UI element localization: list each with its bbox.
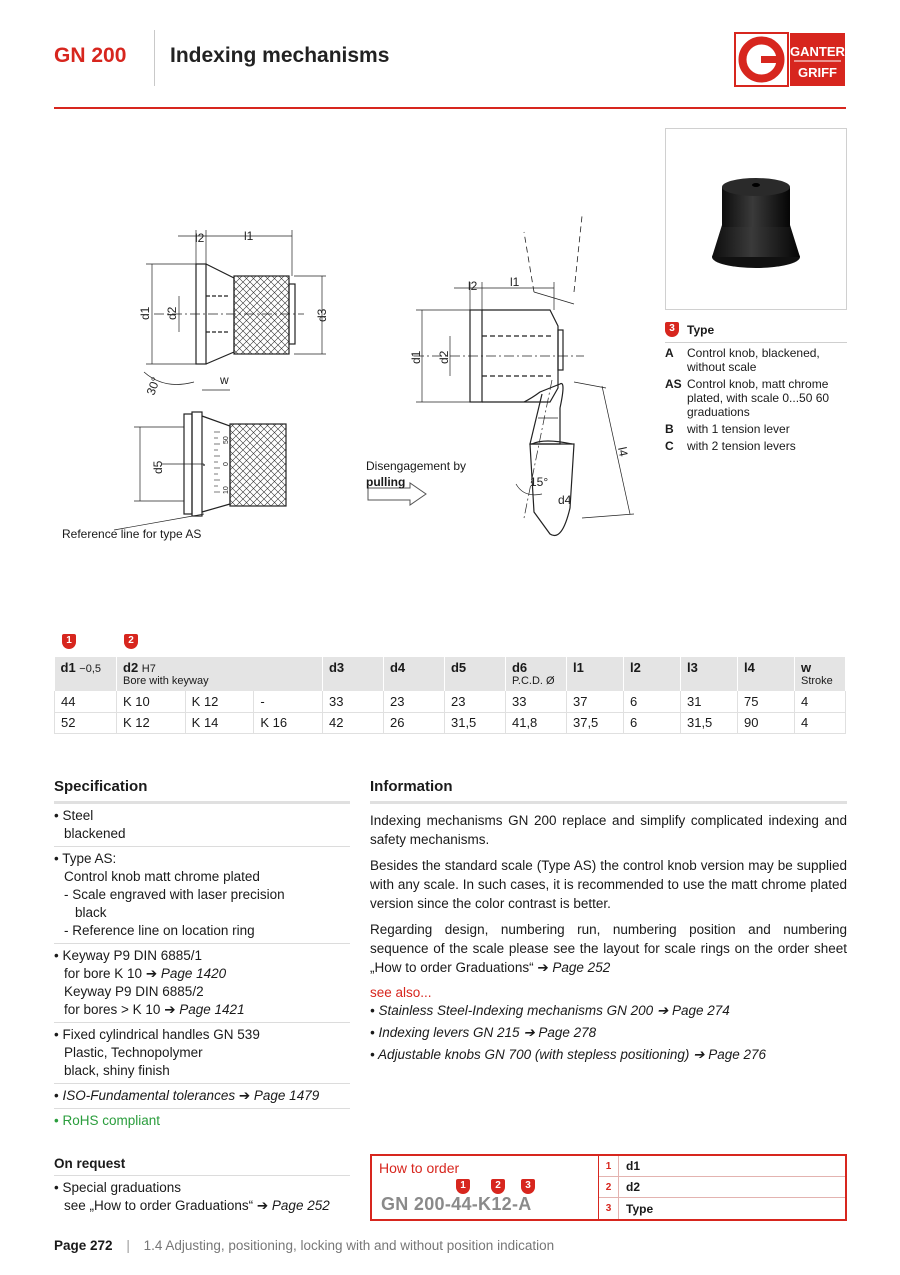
logo-text-griff: GRIFF xyxy=(798,65,837,80)
see-also-link-1[interactable] xyxy=(370,1000,847,1022)
spec-type-as-sub: Control knob matt chrome plated xyxy=(64,869,260,884)
technical-drawing xyxy=(54,212,654,552)
spec-handles-2: Plastic, Technopolymer xyxy=(64,1045,203,1060)
type-item-a xyxy=(665,346,847,374)
dim-label-d4: d4 xyxy=(558,493,572,507)
scale-label-0: 0 xyxy=(223,462,230,466)
table-cell: 37,5 xyxy=(566,712,623,733)
info-paragraph-3-page[interactable]: Page 252 xyxy=(552,960,611,975)
bullet: • xyxy=(370,1003,379,1018)
table-cell: K 12 xyxy=(117,712,186,733)
type-item-c xyxy=(665,439,847,453)
arrow-icon: ➔ xyxy=(523,1025,539,1040)
table-cell: 31,5 xyxy=(444,712,505,733)
reference-line-caption: Reference line for type AS xyxy=(62,527,202,541)
col-d3: d3 xyxy=(322,657,383,691)
see-also-link-3[interactable] xyxy=(370,1044,847,1066)
order-legend-row xyxy=(599,1198,845,1219)
on-request-line-1: • Special graduations xyxy=(54,1180,182,1195)
table-cell: K 14 xyxy=(185,712,254,733)
spec-keyway-1: • Keyway P9 DIN 6885/1 xyxy=(54,948,203,963)
spec-scale-2: black xyxy=(75,905,107,920)
disengagement-caption xyxy=(366,458,466,490)
product-photo xyxy=(665,128,847,310)
type-value: with 1 tension lever xyxy=(687,422,790,436)
arrow-icon: ➔ xyxy=(656,1003,672,1018)
table-cell: 6 xyxy=(623,691,680,712)
spec-handles-1: • Fixed cylindrical handles GN 539 xyxy=(54,1027,260,1042)
info-paragraph-1: Indexing mechanisms GN 200 replace and simplify complicated indexing and safety mechanisms. xyxy=(370,813,847,847)
specification-title: Specification xyxy=(54,778,350,804)
table-row xyxy=(55,691,846,712)
col-d1-label: d1 xyxy=(60,660,76,675)
table-cell: 52 xyxy=(55,712,117,733)
how-to-order-label: How to order xyxy=(379,1160,460,1176)
spec-keyway-2-page[interactable]: Page 1420 xyxy=(160,966,227,981)
see-also-heading: see also... xyxy=(370,985,432,1000)
dim-label-15deg: 15° xyxy=(530,475,549,489)
type-value: Control knob, blackened, without scale xyxy=(687,346,820,374)
table-header-row xyxy=(55,657,846,691)
page-footer xyxy=(54,1238,554,1253)
disengagement-pulling: pulling xyxy=(366,475,406,489)
dim-label-d2: d2 xyxy=(165,306,179,320)
arrow-icon: ➔ xyxy=(256,1198,272,1213)
table-cell: K 10 xyxy=(117,691,186,712)
table-cell: 37 xyxy=(566,691,623,712)
arrow-icon: ➔ xyxy=(164,1002,180,1017)
dim-label-l2: l2 xyxy=(195,231,205,245)
col-l2: l2 xyxy=(623,657,680,691)
header-rule xyxy=(54,107,846,109)
col-d2-tolerance: H7 xyxy=(141,663,156,675)
spec-refline: - Reference line on location ring xyxy=(64,923,255,938)
see-also-link-2[interactable] xyxy=(370,1022,847,1044)
col-l3: l3 xyxy=(680,657,737,691)
bullet: • xyxy=(370,1025,379,1040)
table-cell: 31 xyxy=(680,691,737,712)
type-item-as xyxy=(665,377,847,419)
order-code: GN 200-44-K12-A xyxy=(381,1194,532,1214)
table-cell: 90 xyxy=(737,712,794,733)
table-row xyxy=(55,712,846,733)
table-cell: 23 xyxy=(383,691,444,712)
order-legend-desc: Type xyxy=(626,1201,654,1216)
type-key: A xyxy=(665,346,674,360)
on-request-section xyxy=(54,1156,350,1215)
see-also-link-text: Adjustable knobs GN 700 (with stepless positioning) xyxy=(377,1047,690,1062)
spec-iso-page[interactable]: Page 1479 xyxy=(253,1088,320,1103)
product-code: GN 200 xyxy=(54,44,127,67)
knob-image xyxy=(666,129,846,309)
col-l1: l1 xyxy=(566,657,623,691)
arrow-icon: ➔ xyxy=(238,1088,254,1103)
spec-item-iso[interactable] xyxy=(54,1084,350,1109)
spec-item-type-as xyxy=(54,847,350,944)
order-badge-3: 3 xyxy=(521,1179,535,1194)
on-request-title: On request xyxy=(54,1156,350,1176)
dim-label-d1-right: d1 xyxy=(409,350,423,364)
column-markers xyxy=(54,634,846,654)
table-cell: 75 xyxy=(737,691,794,712)
order-legend-num: 1 xyxy=(599,1156,619,1176)
scale-label-50: 50 xyxy=(223,436,230,444)
type-legend-title: Type xyxy=(687,322,715,337)
order-badge-2: 2 xyxy=(491,1179,505,1194)
table-cell: 31,5 xyxy=(680,712,737,733)
see-also-link-page: Page 278 xyxy=(538,1025,597,1040)
table-cell: K 12 xyxy=(185,691,254,712)
type-key: AS xyxy=(665,377,682,391)
col-d2-sub: Bore with keyway xyxy=(123,675,209,687)
table-cell: K 16 xyxy=(254,712,323,733)
arrow-icon: ➔ xyxy=(145,966,161,981)
col-d5: d5 xyxy=(444,657,505,691)
col-w-label: w xyxy=(800,660,812,675)
type-key: C xyxy=(665,439,674,453)
order-legend-num: 3 xyxy=(599,1198,619,1219)
dimension-table xyxy=(54,657,846,734)
footer-separator: | xyxy=(126,1238,130,1253)
see-also-link-text: Stainless Steel-Indexing mechanisms GN 200 xyxy=(378,1003,654,1018)
see-also-link-page: Page 276 xyxy=(708,1047,767,1062)
order-legend-desc: d1 xyxy=(626,1159,641,1173)
bullet: • xyxy=(54,1088,63,1103)
marker-badge-2: 2 xyxy=(124,634,138,649)
see-also-link-page: Page 274 xyxy=(671,1003,730,1018)
chapter-title: 1.4 Adjusting, positioning, locking with and without position indication xyxy=(143,1238,555,1253)
spec-keyway-4-page[interactable]: Page 1421 xyxy=(179,1002,245,1017)
page-title: Indexing mechanisms xyxy=(170,44,390,67)
scale-view-drawing xyxy=(114,412,286,530)
type-value: Control knob, matt chrome plated, with scale 0...50 60 graduations xyxy=(687,377,830,419)
order-legend-row xyxy=(599,1177,845,1198)
dim-label-d1: d1 xyxy=(138,306,152,320)
logo-text-ganter: GANTER xyxy=(790,44,845,59)
disengagement-text: Disengagement by xyxy=(366,459,467,473)
spec-handles-3: black, shiny finish xyxy=(64,1063,170,1078)
col-d2 xyxy=(117,657,323,691)
col-d6-label: d6 xyxy=(511,660,528,675)
dim-label-d2-right: d2 xyxy=(437,350,451,364)
spec-keyway-4 xyxy=(54,1001,350,1019)
type-legend-header xyxy=(665,322,847,343)
ganter-logo xyxy=(734,32,846,87)
spec-item-handles xyxy=(54,1023,350,1084)
table-cell: 33 xyxy=(505,691,566,712)
on-request-page[interactable]: Page 252 xyxy=(271,1198,330,1213)
table-cell: 42 xyxy=(322,712,383,733)
dim-label-l2-right: l2 xyxy=(468,279,478,293)
col-d6-sub: P.C.D. Ø xyxy=(511,675,555,687)
spec-item-rohs: • RoHS compliant xyxy=(54,1113,161,1128)
spec-keyway-2 xyxy=(54,965,350,983)
spec-iso: ISO-Fundamental tolerances xyxy=(62,1088,236,1103)
table-cell: 23 xyxy=(444,691,505,712)
specification-section xyxy=(54,778,350,1133)
dim-label-w: w xyxy=(220,373,229,387)
dim-label-l1: l1 xyxy=(244,229,254,243)
order-legend xyxy=(598,1156,845,1219)
page-number: Page 272 xyxy=(54,1238,113,1253)
dim-label-d5: d5 xyxy=(151,460,165,474)
arrow-icon: ➔ xyxy=(693,1047,709,1062)
table-cell: 4 xyxy=(794,712,845,733)
table-cell: - xyxy=(254,691,323,712)
col-l4: l4 xyxy=(737,657,794,691)
col-d6 xyxy=(505,657,566,691)
col-d1 xyxy=(55,657,117,691)
dim-label-d3: d3 xyxy=(315,308,329,322)
col-d1-tolerance: −0,5 xyxy=(79,663,102,675)
order-badge-1: 1 xyxy=(456,1179,470,1194)
dim-label-30deg: 30° xyxy=(143,375,164,398)
type-key: B xyxy=(665,422,674,436)
spec-scale-1: - Scale engraved with laser precision xyxy=(64,887,285,902)
spec-keyway-2-text: for bore K 10 xyxy=(64,966,143,981)
dim-label-l1-right: l1 xyxy=(510,275,520,289)
spec-keyway-3: Keyway P9 DIN 6885/2 xyxy=(64,984,204,999)
on-request-line-2-text: see „How to order Graduations“ xyxy=(64,1198,254,1213)
order-legend-desc: d2 xyxy=(626,1180,641,1194)
header-divider xyxy=(154,30,155,86)
spec-item-steel xyxy=(54,804,350,847)
scale-label-10: 10 xyxy=(223,486,230,494)
spec-steel-sub: blackened xyxy=(64,826,126,841)
info-paragraph-3 xyxy=(370,920,847,977)
marker-badge-3: 3 xyxy=(665,322,679,337)
arrow-icon: ➔ xyxy=(537,960,553,975)
spec-item-keyway xyxy=(54,944,350,1023)
col-w xyxy=(794,657,845,691)
table-cell: 44 xyxy=(55,691,117,712)
on-request-line-2 xyxy=(54,1197,350,1215)
marker-badge-1: 1 xyxy=(62,634,76,649)
col-w-sub: Stroke xyxy=(800,675,833,687)
table-cell: 33 xyxy=(322,691,383,712)
table-cell: 6 xyxy=(623,712,680,733)
info-paragraph-3-text: Regarding design, numbering run, numbering position and numbering sequence of the scale please see the layout for scale rings on the order sheet „How to order Graduations“ xyxy=(370,922,847,975)
information-title: Information xyxy=(370,778,847,804)
spec-type-as: • Type AS: xyxy=(54,851,117,866)
order-legend-row xyxy=(599,1156,845,1177)
type-value: with 2 tension levers xyxy=(687,439,796,453)
info-paragraph-2: Besides the standard scale (Type AS) the control knob version may be supplied with any scale. In such cases, it is recommended to use the matt chrome plated version since the color contrast is better. xyxy=(370,858,847,911)
table-cell: 4 xyxy=(794,691,845,712)
information-section xyxy=(370,778,847,1066)
col-d2-label: d2 xyxy=(123,660,139,675)
table-cell: 26 xyxy=(383,712,444,733)
col-d4: d4 xyxy=(383,657,444,691)
type-item-b xyxy=(665,422,847,436)
table-cell: 41,8 xyxy=(505,712,566,733)
spec-keyway-4-text: for bores > K 10 xyxy=(64,1002,161,1017)
spec-steel: • Steel xyxy=(54,808,94,823)
how-to-order-box xyxy=(370,1154,847,1221)
type-legend xyxy=(665,322,847,453)
bullet: • xyxy=(370,1047,378,1062)
see-also-link-text: Indexing levers GN 215 xyxy=(378,1025,520,1040)
order-legend-num: 2 xyxy=(599,1177,619,1197)
dim-label-l4: l4 xyxy=(615,445,631,458)
